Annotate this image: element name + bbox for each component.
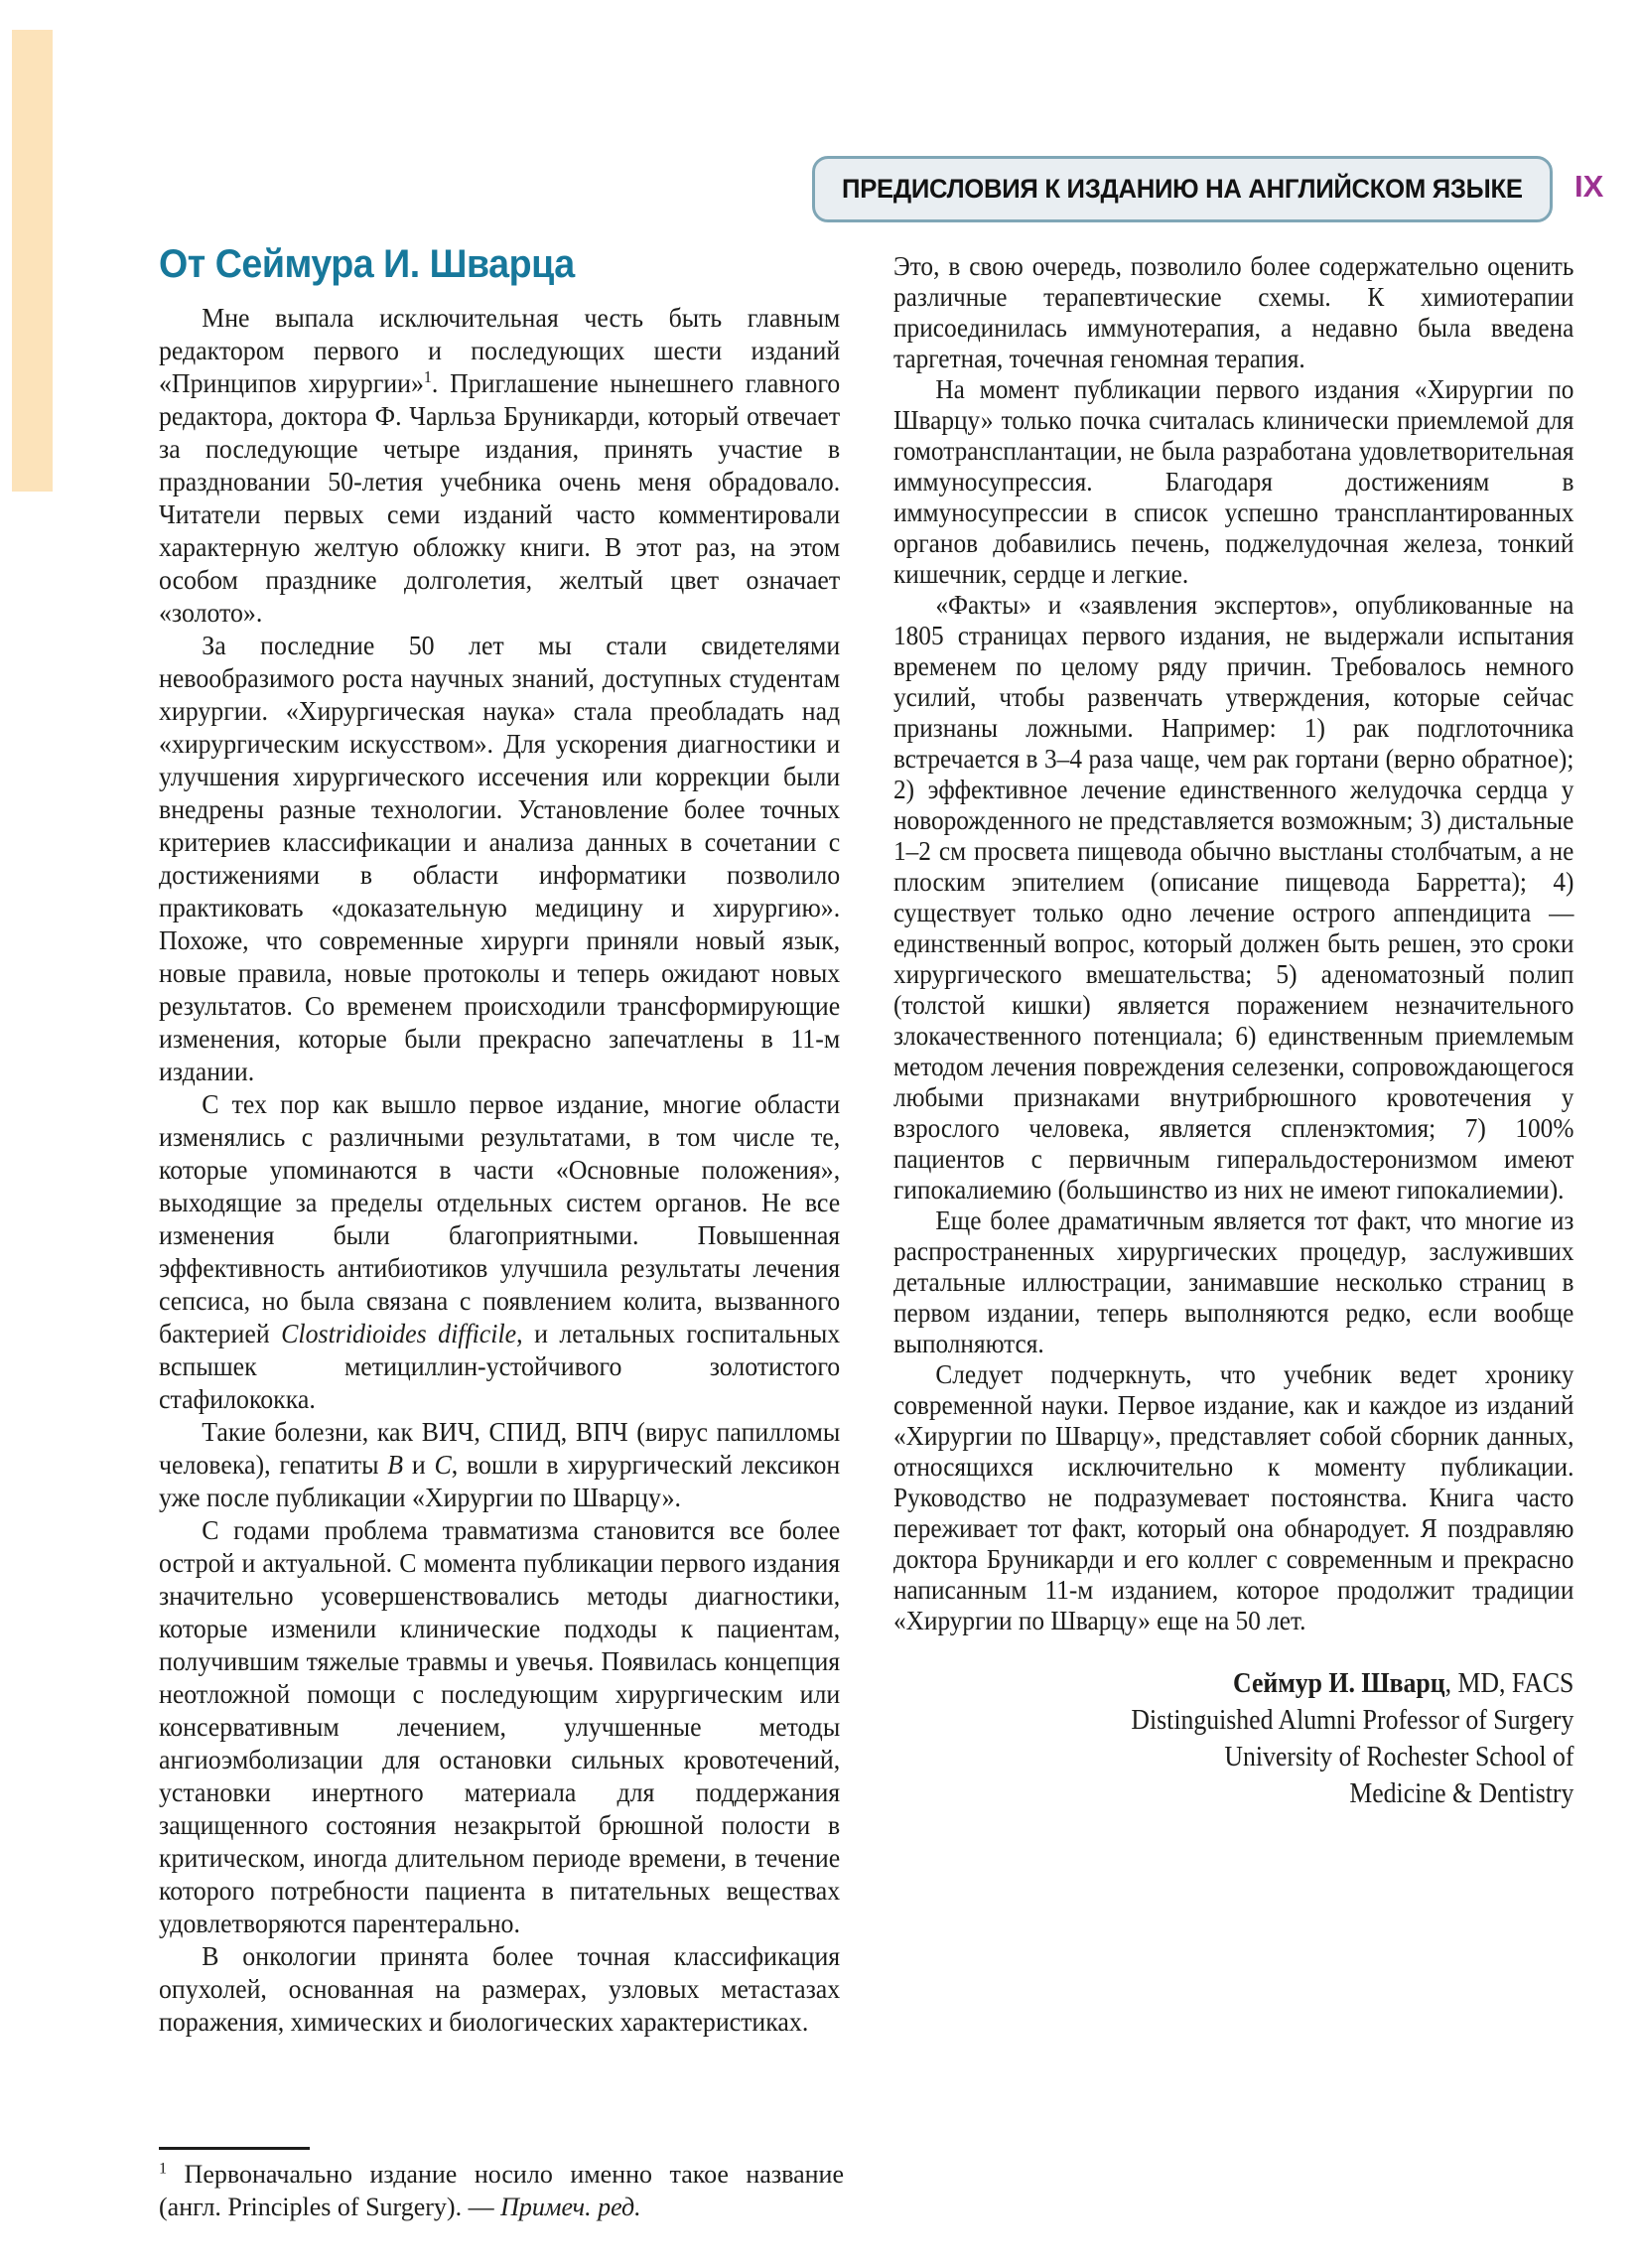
paragraph: Мне выпала исключительная честь быть главным редактором первого и последующих шести изданий «Принципов хирургии»$^1$. Приглашение нынешнего главного редактора, доктора Ф. Чарльза Бруникарди, который отвечает за последующие четыре издания, принять участие в праздновании 50-летия учебника очень меня обрадовало. Читатели первых семи изданий часто комментировали характерную желтую обложку книги. В этот раз, на этом особом празднике долголетия, желтый цвет означает «золото». <box>159 302 841 628</box>
decorative-corner-bar <box>12 30 53 492</box>
signature-credentials: , MD, FACS <box>1444 1668 1574 1699</box>
page-number: IX <box>1574 169 1604 204</box>
signature-block <box>893 1665 1574 1812</box>
paragraph: Еще более драматичным является тот факт, что многие из распространенных хирургических процедур, заслуживших детальные иллюстрации, занимавшие несколько страниц в первом издании, теперь выполняются редко, если вообще выполняются. <box>893 1205 1574 1358</box>
left-column <box>159 241 840 2038</box>
running-head-title: ПРЕДИСЛОВИЯ К ИЗДАНИЮ НА АНГЛИЙСКОМ ЯЗЫКЕ <box>842 174 1523 204</box>
paragraph: За последние 50 лет мы стали свидетелями невообразимого роста научных знаний, доступных студентам хирургии. «Хирургическая наука» стала преобладать над «хирургическим искусством». Для ускорения диагностики и улучшения хирургического иссечения или коррекции были внедрены разные технологии. Установление более точных критериев классификации и анализа данных в сочетании с достижениями в области информатики позволило практиковать «доказательную медицину и хирургию». Похоже, что современные хирурги приняли новый язык, новые правила, новые протоколы и теперь ожидают новых результатов. Со временем происходили трансформирующие изменения, которые были прекрасно запечатлены в 11-м издании. <box>159 630 841 1086</box>
paragraph: Это, в свою очередь, позволило более содержательно оценить различные терапевтические схемы. К химиотерапии присоединилась иммунотерапия, а недавно была введена таргетная, точечная геномная терапия. <box>893 250 1574 373</box>
signature-org-line2: Medicine & Dentistry <box>1349 1778 1574 1809</box>
signature-name-line <box>893 1665 1574 1702</box>
signature-name: Сеймур И. Шварц <box>1233 1668 1445 1699</box>
footnote-rule <box>159 2147 310 2150</box>
paragraph: Следует подчеркнуть, что учебник ведет хронику современной науки. Первое издание, как и каждое из изданий «Хирургии по Шварцу», представляет собой сборник данных, относящихся исключительно к моменту публикации. Руководство не подразумевает постоянства. Книга часто переживает тот факт, который она обнародует. Я поздравляю доктора Бруникарди и его коллег с современным и прекрасно написанным 11-м изданием, которое продолжит традиции «Хирургии по Шварцу» еще на 50 лет. <box>893 1358 1574 1635</box>
paragraph: В онкологии принята более точная классификация опухолей, основанная на размерах, узловых метастазах поражения, химических и биологических характеристиках. <box>159 1940 841 2037</box>
paragraph: С тех пор как вышло первое издание, многие области изменялись с различными результатами, в том числе те, которые упоминаются в части «Основные положения», выходящие за пределы отдельных систем органов. Не все изменения были благоприятными. Повышенная эффективность антибиотиков улучшила результаты лечения сепсиса, но была связана с появлением колита, вызванного бактерией Clostridioides difficile, и летальных госпитальных вспышек метициллин-устойчивого золотистого стафилококка. <box>159 1088 841 1414</box>
signature-org-line1: University of Rochester School of <box>1224 1742 1574 1772</box>
footnote-text: $^1$ Первоначально издание носило именно такое название (англ. Principles of Surgery). — Примеч. ред. <box>159 2160 844 2221</box>
running-head-badge <box>812 156 1553 222</box>
signature-title: Distinguished Alumni Professor of Surgery <box>1131 1705 1574 1736</box>
paragraph: На момент публикации первого издания «Хирургии по Шварцу» только почка считалась клинически приемлемой для гомотрансплантации, не была разработана удовлетворительная иммуносупрессия. Благодаря достижениям в иммуносупрессии в список успешно трансплантированных органов добавились печень, поджелудочная железа, тонкий кишечник, сердце и легкие. <box>893 373 1574 589</box>
left-column-paragraphs <box>159 301 840 2038</box>
paragraph: С годами проблема травматизма становится все более острой и актуальной. С момента публикации первого издания значительно усовершенствовались методы диагностики, которые изменили клинические подходы к пациентам, получившим тяжелые травмы и увечья. Появилась концепция неотложной помощи с последующим хирургическим или консервативным лечением, улучшенные методы ангиоэмболизации для остановки сильных кровотечений, установки инертного материала для поддержания защищенного состояния незакрытой брюшной полости в критическом, иногда длительном периоде времени, в течение которого потребности пациента в питательных веществах удовлетворяются парентерально. <box>159 1514 841 1938</box>
right-column <box>893 250 1574 1812</box>
footnote <box>159 2147 844 2223</box>
paragraph: Такие болезни, как ВИЧ, СПИД, ВПЧ (вирус папилломы человека), гепатиты B и C, вошли в хирургический лексикон уже после публикации «Хирургии по Шварцу». <box>159 1416 841 1512</box>
section-heading: От Сеймура И. Шварца <box>159 242 575 286</box>
paragraph: «Факты» и «заявления экспертов», опубликованные на 1805 страницах первого издания, не выдержали испытания временем по целому ряду причин. Требовалось немного усилий, чтобы развенчать утверждения, которые сейчас признаны ложными. Например: 1) рак подглоточника встречается в 3–4 раза чаще, чем рак гортани (верно обратное); 2) эффективное лечение единственного желудочка сердца у новорожденного не представляется возможным; 3) дистальные 1–2 см просвета пищевода обычно выстланы столбчатым, а не плоским эпителием (описание пищевода Барретта); 4) существует только одно лечение острого аппендицита — единственный вопрос, который должен быть решен, это сроки хирургического вмешательства; 5) аденоматозный полип (толстой кишки) является поражением незначительного злокачественного потенциала; 6) единственным приемлемым методом лечения повреждения селезенки, сопровождающегося любыми признаками внутрибрюшного кровотечения у взрослого человека, является спленэктомия; 7) 100% пациентов с первичным гиперальдостеронизмом имеют гипокалиемию (большинство из них не имеют гипокалиемии). <box>893 589 1574 1205</box>
right-column-paragraphs <box>893 250 1574 1635</box>
